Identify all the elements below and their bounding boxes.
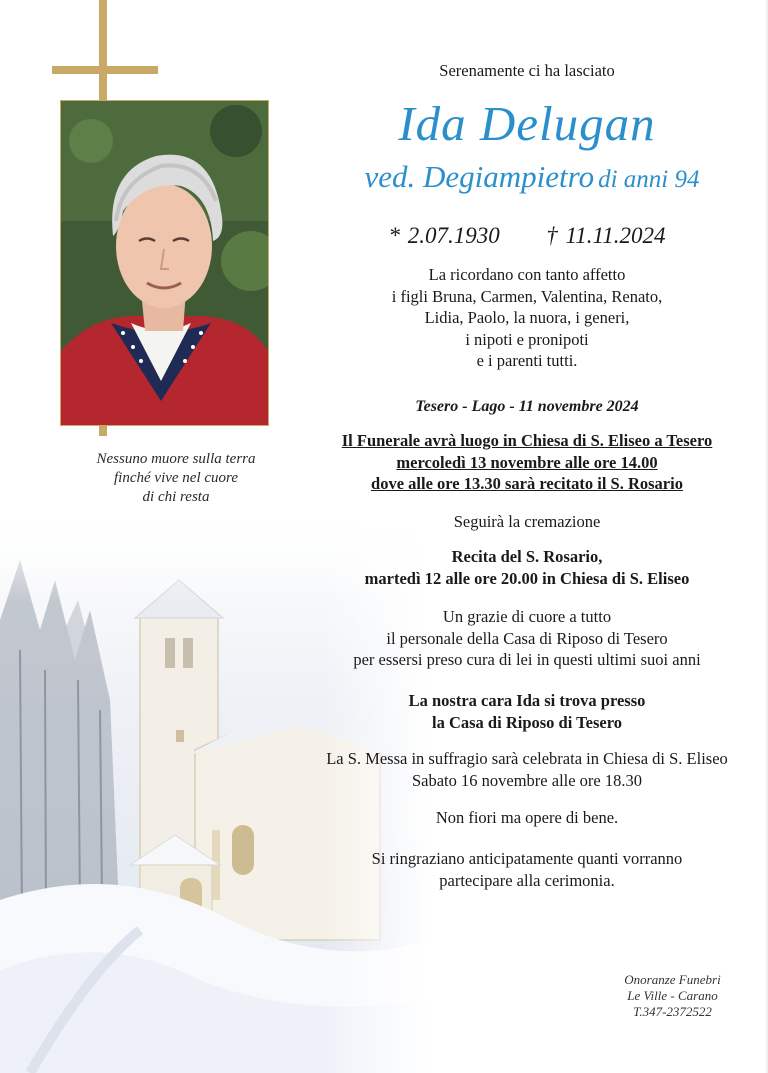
thanks-line: il personale della Casa di Riposo di Tesero [386, 628, 668, 648]
life-dates [290, 222, 764, 250]
location-line: La nostra cara Ida si trova presso [408, 691, 646, 710]
flowers-note: Non fiori ma opere di bene. [435, 808, 619, 827]
location-block [290, 690, 764, 733]
location-line: la Casa di Riposo di Tesero [432, 712, 622, 732]
rosary-block [290, 546, 764, 589]
quote-line: Nessuno muore sulla terra [96, 451, 256, 467]
closing-block [290, 848, 764, 891]
portrait-photo [60, 100, 269, 426]
thanks-line: per essersi preso cura di lei in questi ultimi suoi anni [353, 650, 701, 669]
closing-line: partecipare alla cerimonia. [439, 870, 615, 890]
cross-horizontal-bar [52, 66, 158, 74]
quote-line: finché vive nel cuore [114, 470, 238, 486]
mourners-line: e i parenti tutti. [476, 351, 578, 370]
funeral-line: dove alle ore 13.30 sarà recitato il S. Rosario [371, 474, 683, 493]
closing-line: Si ringraziano anticipatamente quanti vorranno [371, 849, 683, 868]
deceased-name: Ida Delugan [398, 96, 656, 151]
portrait-illustration [61, 101, 268, 425]
intro-text: Serenamente ci ha lasciato [439, 61, 615, 80]
mourners-line: i figli Bruna, Carmen, Valentina, Renato, [391, 286, 663, 306]
funeral-line: mercoledì 13 novembre alle ore 14.00 [396, 452, 658, 472]
quote-line: di chi resta [142, 489, 210, 505]
mourners-line: La ricordano con tanto affetto [428, 265, 626, 284]
mourners-line: Lidia, Paolo, la nuora, i generi, [424, 308, 630, 327]
mass-block [290, 748, 764, 791]
mass-line: La S. Messa in suffragio sarà celebrata in Chiesa di S. Eliseo [326, 749, 728, 768]
footer-line: Onoranze Funebri [624, 972, 721, 987]
funeral-block [290, 430, 764, 495]
place-date: Tesero - Lago - 11 novembre 2024 [415, 398, 639, 415]
cremation-note: Seguirà la cremazione [453, 512, 601, 531]
rosary-line: martedì 12 alle ore 20.00 in Chiesa di S. Eliseo [364, 568, 690, 588]
mourners-block [290, 264, 764, 372]
age: di anni 94 [598, 166, 700, 193]
footer-line: T.347-2372522 [633, 1004, 712, 1019]
death-date: † 11.11.2024 [546, 223, 666, 248]
funeral-line: Il Funerale avrà luogo in Chiesa di S. Eliseo a Tesero [341, 431, 713, 450]
birth-date: * 2.07.1930 [388, 223, 500, 248]
footer-line: Le Ville - Carano [627, 988, 718, 1003]
thanks-block [290, 606, 764, 671]
mass-line: Sabato 16 novembre alle ore 18.30 [411, 770, 643, 790]
mourners-line: i nipoti e pronipoti [465, 329, 589, 349]
thanks-line: Un grazie di cuore a tutto [442, 607, 612, 626]
funeral-home-footer [600, 972, 745, 1020]
married-name-row [300, 158, 764, 196]
rosary-line: Recita del S. Rosario, [451, 547, 603, 566]
married-name: ved. Degiampietro [364, 159, 595, 194]
memorial-quote [60, 450, 292, 507]
